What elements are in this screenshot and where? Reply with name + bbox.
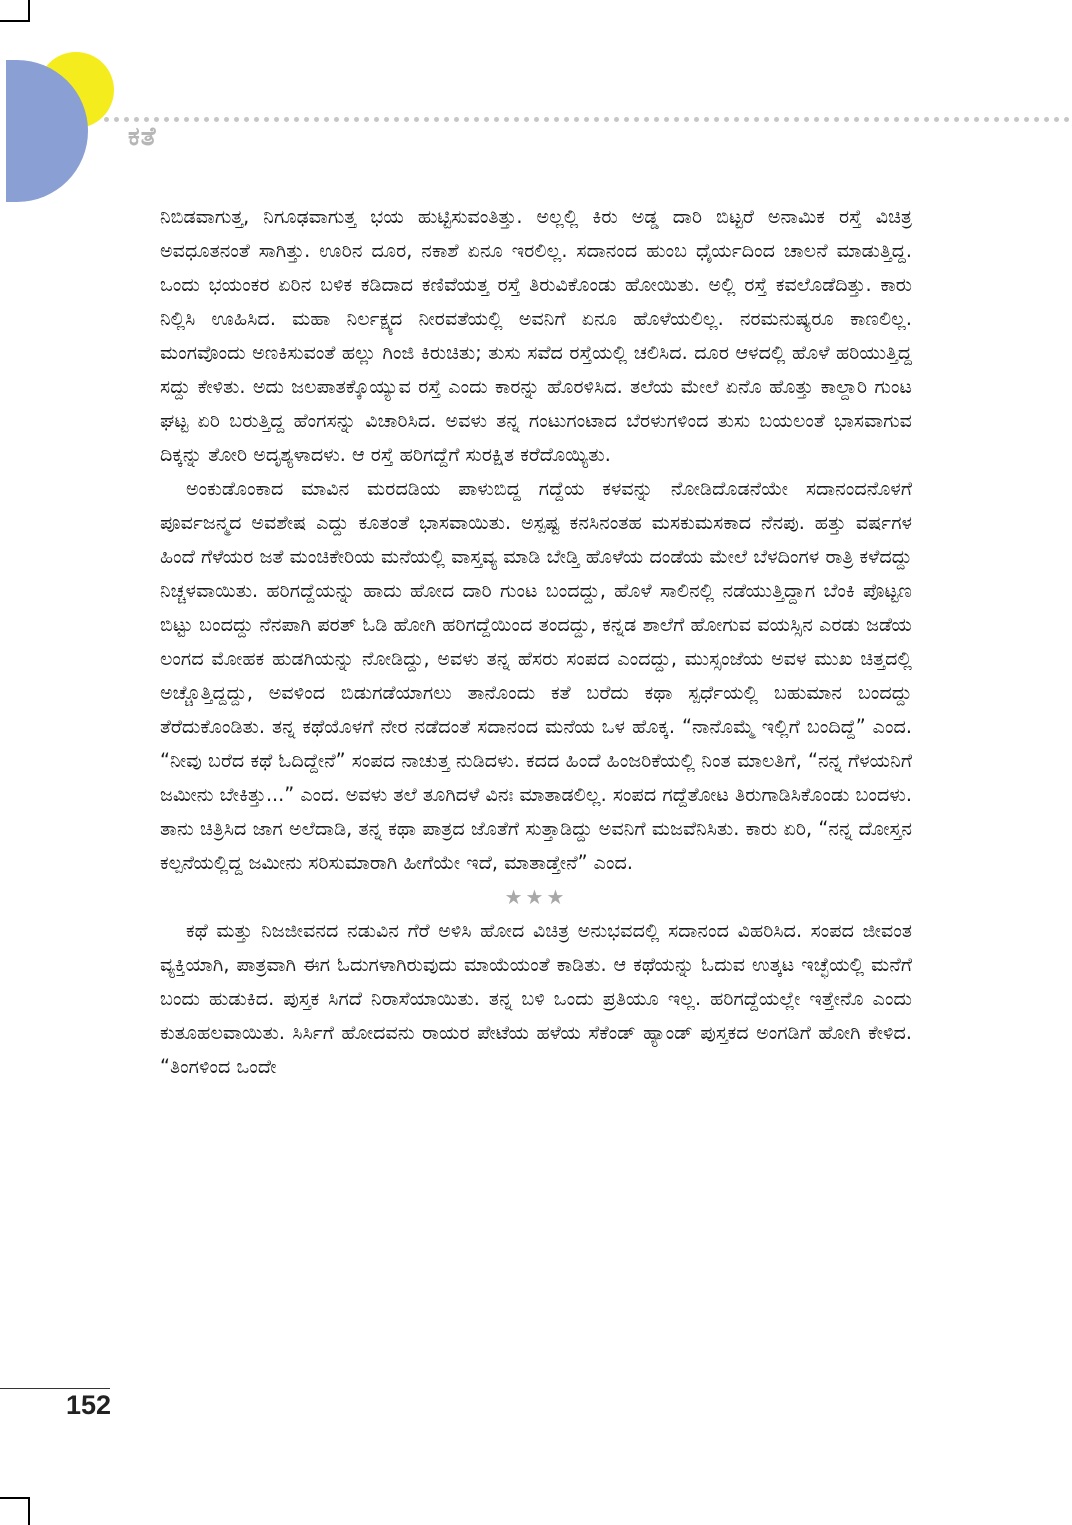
section-title: ಕತೆ [128, 122, 157, 152]
header-dotted-rule [104, 117, 1070, 122]
paragraph-3: ಕಥೆ ಮತ್ತು ನಿಜಜೀವನದ ನಡುವಿನ ಗೆರೆ ಅಳಿಸಿ ಹೋದ ವಿಚಿತ್ರ ಅನುಭವದಲ್ಲಿ ಸದಾನಂದ ವಿಹರಿಸಿದ. ಸಂಪದ ಜೀವಂತ ವ್ಯಕ್ತಿಯಾಗಿ, ಪಾತ್ರವಾಗಿ ಈಗ ಓದುಗಳಾಗಿರುವುದು ಮಾಯೆಯಂತೆ ಕಾಡಿತು. ಆ ಕಥೆಯನ್ನು ಓದುವ ಉತ್ಕಟ ಇಚ್ಛೆಯಲ್ಲಿ ಮನೆಗೆ ಬಂದು ಹುಡುಕಿದ. ಪುಸ್ತಕ ಸಿಗದೆ ನಿರಾಸೆಯಾಯಿತು. ತನ್ನ ಬಳಿ ಒಂದು ಪ್ರತಿಯೂ ಇಲ್ಲ. ಹರಿಗದ್ದೆಯಲ್ಲೇ ಇತ್ತೇನೊ ಎಂದು ಕುತೂಹಲವಾಯಿತು. ಸಿರ್ಸಿಗೆ ಹೋದವನು ರಾಯರ ಪೇಟೆಯ ಹಳೆಯ ಸೆಕೆಂಡ್ ಹ್ಯಾಂಡ್ ಪುಸ್ತಕದ ಅಂಗಡಿಗೆ ಹೋಗಿ ಕೇಳಿದ. “ತಿಂಗಳಿಂದ ಒಂದೇ [160, 919, 912, 1078]
folio-rule [0, 1388, 110, 1389]
crop-mark-top-left-vertical [28, 0, 30, 22]
paragraph-2: ಅಂಕುಡೊಂಕಾದ ಮಾವಿನ ಮರದಡಿಯ ಪಾಳುಬಿದ್ದ ಗದ್ದೆಯ ಕಳವನ್ನು ನೋಡಿದೊಡನೆಯೇ ಸದಾನಂದನೊಳಗೆ ಪೂರ್ವಜನ್ಮದ ಅವಶೇಷ ಎದ್ದು ಕೂತಂತೆ ಭಾಸವಾಯಿತು. ಅಸ್ಪಷ್ಟ ಕನಸಿನಂತಹ ಮಸಕುಮಸಕಾದ ನೆನಪು. ಹತ್ತು ವರ್ಷಗಳ ಹಿಂದೆ ಗೆಳೆಯರ ಜತೆ ಮಂಚಿಕೇರಿಯ ಮನೆಯಲ್ಲಿ ವಾಸ್ತವ್ಯ ಮಾಡಿ ಬೇಡ್ತಿ ಹೊಳೆಯ ದಂಡೆಯ ಮೇಲೆ ಬೆಳದಿಂಗಳ ರಾತ್ರಿ ಕಳೆದದ್ದು ನಿಚ್ಚಳವಾಯಿತು. ಹರಿಗದ್ದೆಯನ್ನು ಹಾದು ಹೋದ ದಾರಿ ಗುಂಟ ಬಂದದ್ದು, ಹೊಳೆ ಸಾಲಿನಲ್ಲಿ ನಡೆಯುತ್ತಿದ್ದಾಗ ಬೆಂಕಿ ಪೊಟ್ಟಣ ಬಿಟ್ಟು ಬಂದದ್ದು ನೆನಪಾಗಿ ಪರತ್ ಓಡಿ ಹೋಗಿ ಹರಿಗದ್ದೆಯಿಂದ ತಂದದ್ದು, ಕನ್ನಡ ಶಾಲೆಗೆ ಹೋಗುವ ವಯಸ್ಸಿನ ಎರಡು ಜಡೆಯ ಲಂಗದ ಮೋಹಕ ಹುಡಗಿಯನ್ನು ನೋಡಿದ್ದು, ಅವಳು ತನ್ನ ಹೆಸರು ಸಂಪದ ಎಂದದ್ದು, ಮುಸ್ಸಂಜೆಯ ಅವಳ ಮುಖ ಚಿತ್ತದಲ್ಲಿ ಅಚ್ಚೊತ್ತಿದ್ದದ್ದು, ಅವಳಿಂದ ಬಿಡುಗಡೆಯಾಗಲು ತಾನೊಂದು ಕತೆ ಬರೆದು ಕಥಾ ಸ್ಪರ್ಧೆಯಲ್ಲಿ ಬಹುಮಾನ ಬಂದದ್ದು ತೆರೆದುಕೊಂಡಿತು. ತನ್ನ ಕಥೆಯೊಳಗೆ ನೇರ ನಡೆದಂತೆ ಸದಾನಂದ ಮನೆಯ ಒಳ ಹೊಕ್ಕ. “ನಾನೊಮ್ಮೆ ಇಲ್ಲಿಗೆ ಬಂದಿದ್ದೆ” ಎಂದ. “ನೀವು ಬರೆದ ಕಥೆ ಓದಿದ್ದೇನೆ” ಸಂಪದ ನಾಚುತ್ತ ನುಡಿದಳು. ಕದದ ಹಿಂದೆ ಹಿಂಜರಿಕೆಯಲ್ಲಿ ನಿಂತ ಮಾಲತಿಗೆ, “ನನ್ನ ಗೆಳಯನಿಗೆ ಜಮೀನು ಬೇಕಿತ್ತು...” ಎಂದ. ಅವಳು ತಲೆ ತೂಗಿದಳೆ ವಿನಃ ಮಾತಾಡಲಿಲ್ಲ. ಸಂಪದ ಗದ್ದೆತೋಟ ತಿರುಗಾಡಿಸಿಕೊಂಡು ಬಂದಳು. ತಾನು ಚಿತ್ರಿಸಿದ ಜಾಗ ಅಲೆದಾಡಿ, ತನ್ನ ಕಥಾ ಪಾತ್ರದ ಜೊತೆಗೆ ಸುತ್ತಾಡಿದ್ದು ಅವನಿಗೆ ಮಜವೆನಿಸಿತು. ಕಾರು ಏರಿ, “ನನ್ನ ದೋಸ್ತನ ಕಲ್ಪನೆಯಲ್ಲಿದ್ದ ಜಮೀನು ಸರಿಸುಮಾರಾಗಿ ಹೀಗೆಯೇ ಇದೆ, ಮಾತಾಡ್ತೇನೆ” ಎಂದ. [160, 477, 912, 874]
paragraph-1: ನಿಬಿಡವಾಗುತ್ತ, ನಿಗೂಢವಾಗುತ್ತ ಭಯ ಹುಟ್ಟಿಸುವಂತಿತ್ತು. ಅಲ್ಲಲ್ಲಿ ಕಿರು ಅಡ್ಡ ದಾರಿ ಬಿಟ್ಟರೆ ಅನಾಮಿಕ ರಸ್ತೆ ವಿಚಿತ್ರ ಅವಧೂತನಂತೆ ಸಾಗಿತ್ತು. ಊರಿನ ದೂರ, ನಕಾಶೆ ಏನೂ ಇರಲಿಲ್ಲ. ಸದಾನಂದ ಹುಂಬ ಧೈರ್ಯದಿಂದ ಚಾಲನೆ ಮಾಡುತ್ತಿದ್ದ. ಒಂದು ಭಯಂಕರ ಏರಿನ ಬಳಿಕ ಕಡಿದಾದ ಕಣಿವೆಯತ್ತ ರಸ್ತೆ ತಿರುವಿಕೊಂಡು ಹೋಯಿತು. ಅಲ್ಲಿ ರಸ್ತೆ ಕವಲೊಡೆದಿತ್ತು. ಕಾರು ನಿಲ್ಲಿಸಿ ಊಹಿಸಿದ. ಮಹಾ ನಿರ್ಲಕ್ಷ್ಯದ ನೀರವತೆಯಲ್ಲಿ ಅವನಿಗೆ ಏನೂ ಹೊಳೆಯಲಿಲ್ಲ. ನರಮನುಷ್ಯರೂ ಕಾಣಲಿಲ್ಲ. ಮಂಗವೊಂದು ಅಣಕಿಸುವಂತೆ ಹಲ್ಲು ಗಿಂಜಿ ಕಿರುಚಿತು; ತುಸು ಸವೆದ ರಸ್ತೆಯಲ್ಲಿ ಚಲಿಸಿದ. ದೂರ ಆಳದಲ್ಲಿ ಹೊಳೆ ಹರಿಯುತ್ತಿದ್ದ ಸದ್ದು ಕೇಳಿತು. ಅದು ಜಲಪಾತಕ್ಕೊಯ್ಯುವ ರಸ್ತೆ ಎಂದು ಕಾರನ್ನು ಹೊರಳಿಸಿದ. ತಲೆಯ ಮೇಲೆ ಏನೊ ಹೊತ್ತು ಕಾಲ್ದಾರಿ ಗುಂಟ ಘಟ್ಟ ಏರಿ ಬರುತ್ತಿದ್ದ ಹೆಂಗಸನ್ನು ವಿಚಾರಿಸಿದ. ಅವಳು ತನ್ನ ಗಂಟುಗಂಟಾದ ಬೆರಳುಗಳಿಂದ ತುಸು ಬಯಲಂತೆ ಭಾಸವಾಗುವ ದಿಕ್ಕನ್ನು ತೋರಿ ಅದೃಶ್ಯಳಾದಳು. ಆ ರಸ್ತೆ ಹರಿಗದ್ದೆಗೆ ಸುರಕ್ಷಿತ ಕರೆದೊಯ್ಯಿತು. [160, 205, 912, 466]
crop-mark-top-left-horizontal [0, 20, 30, 22]
crop-mark-bottom-left-vertical [28, 1497, 30, 1525]
story-body [160, 200, 912, 1084]
crop-mark-bottom-left-horizontal [0, 1497, 30, 1499]
section-break-stars: ★★★ [504, 885, 568, 909]
page-number: 152 [66, 1390, 112, 1420]
